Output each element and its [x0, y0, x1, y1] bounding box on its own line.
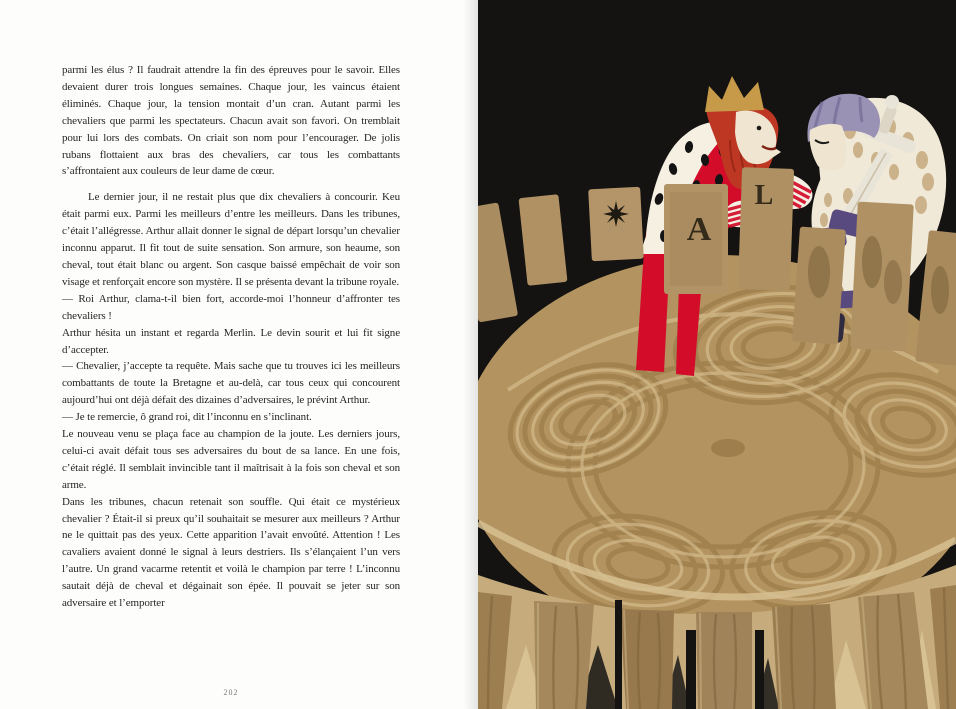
- leg-gap: [615, 600, 622, 709]
- king-eye: [757, 126, 762, 131]
- paragraph: — Roi Arthur, clama-t-il bien fort, accorde-moi l’honneur d’affronter tes chevaliers !: [62, 292, 400, 322]
- round-table-illustration-svg: [478, 0, 956, 709]
- letter-a: A: [686, 211, 712, 248]
- paragraph: Le nouveau venu se plaça face au champion de la joute. Les derniers jours, celui-ci avait défait tous ses adversaires du bout de sa lance. En une fois, c’était réglé. Il semblait invincible tant il maîtrisait à la fois son cheval et son arme.: [62, 428, 400, 491]
- paragraph: Arthur hésita un instant et regarda Merlin. Le devin sourit et lui fit signe d’accepter.: [62, 326, 400, 356]
- paragraph: Le dernier jour, il ne restait plus que dix chevaliers à concourir. Keu était parmi eux. Parmi les meilleurs d’entre les meilleurs. Dans les tribunes, c’était l’allégresse. Arthur allait donner le signal de départ lorsqu’un chevalier inconnu apparut. Il fit tout de suite sensation. Son armure, son heaume, son cheval, tout était blanc ou argent. Son casque baissé empêchait de voir son visage et renforçait encore son mystère. Il se présenta devant la tribune royale.: [62, 191, 400, 288]
- page-number: 202: [223, 688, 239, 697]
- paragraph: parmi les élus ? Il faudrait attendre la fin des épreuves pour le savoir. Elles devaient durer trois longues semaines. Chaque jour, les vaincus étaient éliminés. Chaque jour, la tension montait d’un cran. Autant parmi les chevaliers que parmi les spectateurs. Chacun avait son favori. On tremblait pour lui lors des combats. On criait son nom pour l’encourager. De jolis rubans flottaient aux bras des chevaliers, car tous les combattants s’affrontaient aux couleurs de leur dame de cœur.: [62, 64, 400, 178]
- letter-l: L: [754, 180, 774, 211]
- sword-pommel: [885, 95, 899, 109]
- story-text: [62, 62, 400, 612]
- leg-gap: [755, 630, 764, 709]
- chair-star: [588, 187, 644, 262]
- leg-gap: [686, 630, 696, 709]
- right-page: [478, 0, 956, 709]
- paragraph: — Chevalier, j’accepte ta requête. Mais sache que tu trouves ici les meilleurs combattants de toute la Bretagne et au-delà, car tous ceux qui concourent aujourd’hui ont déjà défait des dizaines d’adversaires, le prévint Arthur.: [62, 360, 400, 407]
- page-gutter-shadow: [464, 0, 478, 709]
- paragraph: Dans les tribunes, chacun retenait son souffle. Qui était ce mystérieux chevalier ? Était-il si preux qu’il souhaitait se mesurer aux meilleurs ? Arthur ne le quittait pas des yeux. Cette apparition l’avait envoûté. Attention ! Les cavaliers avaient donné le signal à leurs destriers. Ils s’élançaient l’un vers l’autre. Un grand vacarme retentit et voilà le champion par terre ! L’inconnu sautait déjà de cheval et dégainait son épée. Il pouvait se jeter sur son adversaire et l’emporter: [62, 495, 400, 610]
- chair-l: [738, 167, 794, 291]
- paragraph: — Je te remercie, ô grand roi, dit l’inconnu en s’inclinant.: [62, 411, 312, 424]
